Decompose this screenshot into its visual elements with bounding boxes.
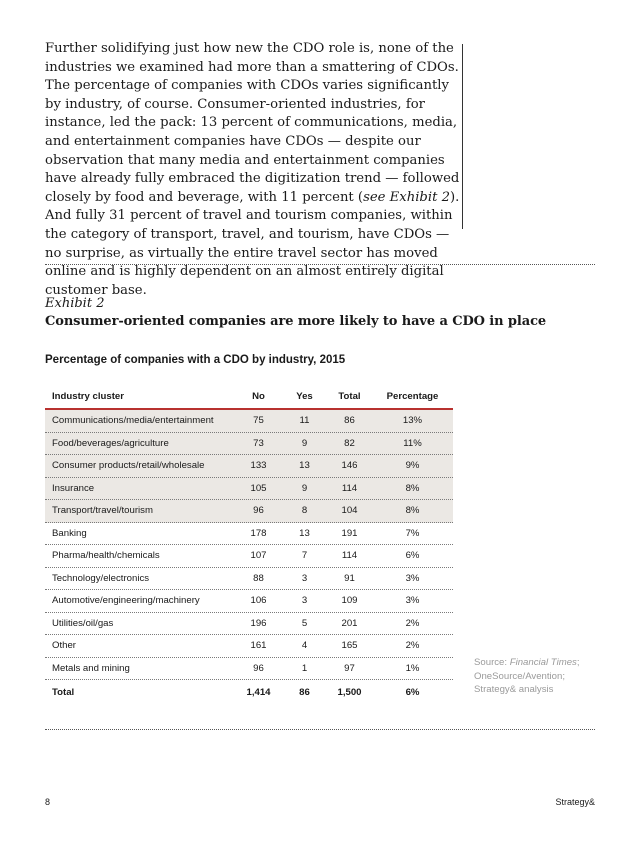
cell-total: 146 xyxy=(341,460,358,472)
cell-industry-cluster: Other xyxy=(52,640,76,652)
cell-industry-cluster: Food/beverages/agriculture xyxy=(52,437,169,449)
cell-total: 114 xyxy=(341,482,358,494)
cell-total: 201 xyxy=(341,617,358,629)
footer-brand: Strategy& xyxy=(555,797,595,807)
cell-percentage: 1% xyxy=(405,662,420,674)
cell-industry-cluster: Automotive/engineering/machinery xyxy=(52,595,200,607)
cell-total: 114 xyxy=(341,550,358,562)
cell-yes: 3 xyxy=(301,572,308,584)
cell-percentage: 9% xyxy=(405,460,420,472)
cell-no: 96 xyxy=(253,505,264,517)
cell-industry-cluster: Utilities/oil/gas xyxy=(52,617,114,629)
cell-total: 165 xyxy=(341,640,358,652)
cell-total: 191 xyxy=(341,527,358,539)
total-percentage: 6% xyxy=(405,687,420,698)
intro-paragraph xyxy=(45,40,460,300)
header-total: Total xyxy=(338,390,361,402)
cell-industry-cluster: Technology/electronics xyxy=(52,572,150,584)
table-row xyxy=(45,410,453,433)
cell-no: 107 xyxy=(250,550,267,562)
cell-yes: 9 xyxy=(301,482,308,494)
cell-industry-cluster: Consumer products/retail/wholesale xyxy=(52,460,205,472)
cell-percentage: 2% xyxy=(405,617,420,629)
header-no: No xyxy=(252,390,265,402)
table-row xyxy=(45,455,453,478)
cell-no: 73 xyxy=(253,437,264,449)
cell-percentage: 8% xyxy=(405,482,420,494)
cell-total: 109 xyxy=(341,595,358,607)
cell-industry-cluster: Pharma/health/chemicals xyxy=(52,550,160,562)
source-prefix: Source: xyxy=(474,657,510,668)
cell-yes: 13 xyxy=(299,460,310,472)
table-header-row xyxy=(45,384,453,410)
table-total-row xyxy=(45,680,453,705)
table-title: Percentage of companies with a CDO by industry, 2015 xyxy=(45,354,346,366)
cell-industry-cluster: Insurance xyxy=(52,482,95,494)
cell-total: 91 xyxy=(344,572,355,584)
table-row xyxy=(45,523,453,546)
table-row xyxy=(45,635,453,658)
cell-no: 161 xyxy=(250,640,267,652)
exhibit-reference: see Exhibit 2 xyxy=(363,189,450,205)
cell-percentage: 3% xyxy=(405,595,420,607)
dotted-divider-top xyxy=(45,264,595,265)
cell-yes: 8 xyxy=(301,505,308,517)
intro-text-1: Further solidifying just how new the CDO role is, none of the industries we examined had more than a smattering of CDOs. The percentage of companies with CDOs varies significantly by industry, of course. Consumer-oriented industries, for instance, led the pack: 13 percent of communications, media, and entertainment companies have CDOs — despite our observation that many media and entertainment companies have already fully embraced the digitization trend — followed closely by food and beverage, with 11 percent ( xyxy=(45,41,460,205)
cell-no: 88 xyxy=(253,572,264,584)
table-row xyxy=(45,433,453,456)
page-number: 8 xyxy=(45,797,51,807)
table-row xyxy=(45,613,453,636)
cell-no: 75 xyxy=(253,415,264,427)
cell-yes: 11 xyxy=(299,415,310,427)
cell-industry-cluster: Metals and mining xyxy=(52,662,130,674)
exhibit-title: Consumer-oriented companies are more likely to have a CDO in place xyxy=(45,314,547,329)
cdo-industry-table xyxy=(45,384,453,705)
vertical-divider xyxy=(462,44,463,229)
cell-percentage: 7% xyxy=(405,527,420,539)
cell-percentage: 8% xyxy=(405,505,420,517)
cell-yes: 3 xyxy=(301,595,308,607)
table-body xyxy=(45,410,453,680)
table-row xyxy=(45,545,453,568)
total-label: Total xyxy=(52,687,75,698)
total-no: 1,414 xyxy=(246,687,271,698)
header-yes: Yes xyxy=(296,390,313,402)
cell-yes: 5 xyxy=(301,617,308,629)
header-industry-cluster: Industry cluster xyxy=(52,390,124,402)
cell-no: 133 xyxy=(250,460,267,472)
cell-no: 178 xyxy=(250,527,267,539)
cell-percentage: 13% xyxy=(402,415,423,427)
cell-yes: 13 xyxy=(299,527,310,539)
total-total: 1,500 xyxy=(337,687,362,698)
cell-percentage: 11% xyxy=(403,437,422,449)
source-rest: ; OneSource/Avention; Strategy& analysis xyxy=(474,657,580,695)
cell-total: 82 xyxy=(344,437,355,449)
cell-yes: 1 xyxy=(301,662,308,674)
cell-total: 86 xyxy=(344,415,355,427)
cell-yes: 9 xyxy=(301,437,308,449)
table-row xyxy=(45,568,453,591)
cell-no: 96 xyxy=(253,662,264,674)
header-percentage: Percentage xyxy=(386,390,439,402)
cell-percentage: 2% xyxy=(405,640,420,652)
dotted-divider-bottom xyxy=(45,729,595,730)
table-row xyxy=(45,658,453,681)
source-note xyxy=(474,656,604,697)
cell-percentage: 3% xyxy=(405,572,420,584)
table-row xyxy=(45,590,453,613)
cell-industry-cluster: Transport/travel/tourism xyxy=(52,505,153,517)
source-publication: Financial Times xyxy=(509,657,577,668)
cell-industry-cluster: Banking xyxy=(52,527,87,539)
cell-yes: 4 xyxy=(301,640,308,652)
cell-no: 106 xyxy=(250,595,267,607)
cell-yes: 7 xyxy=(301,550,308,562)
table-row xyxy=(45,500,453,523)
cell-industry-cluster: Communications/media/entertainment xyxy=(52,415,214,427)
intro-text-2: ). And fully 31 percent of travel and tourism companies, within the category of transport, travel, and tourism, have CDOs — no surprise, as virtually the entire travel sector has moved online and is highly dependent on an almost entirely digital customer base. xyxy=(45,189,460,298)
exhibit-number: Exhibit 2 xyxy=(45,296,105,311)
cell-total: 97 xyxy=(344,662,355,674)
total-yes: 86 xyxy=(299,687,310,698)
cell-percentage: 6% xyxy=(405,550,420,562)
cell-no: 105 xyxy=(250,482,267,494)
table-row xyxy=(45,478,453,501)
cell-no: 196 xyxy=(250,617,267,629)
cell-total: 104 xyxy=(341,505,358,517)
